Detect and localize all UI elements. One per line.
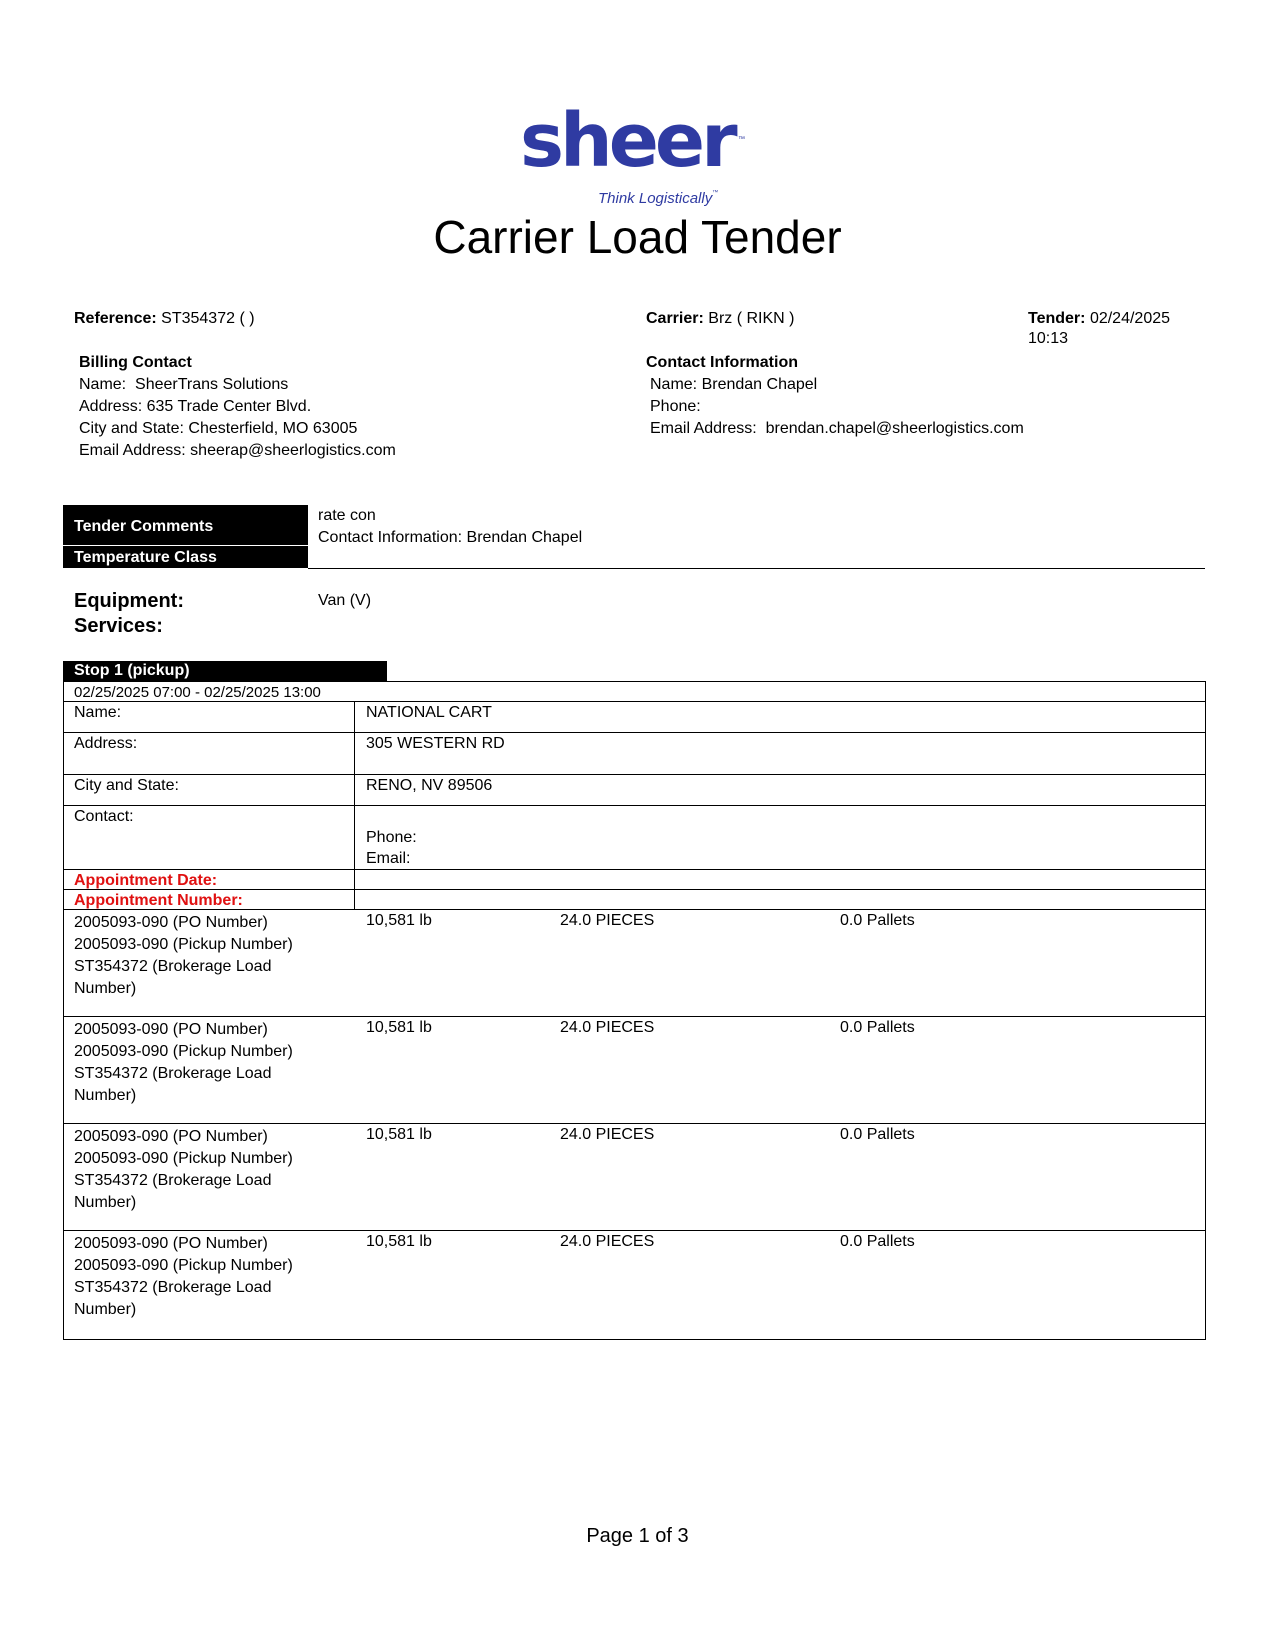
stop-city-value: RENO, NV 89506 <box>366 777 493 794</box>
item-weight: 10,581 lb <box>366 1019 432 1036</box>
appointment-number-label: Appointment Number: <box>74 892 243 909</box>
contact-information <box>646 352 1024 440</box>
stop-address-value: 305 WESTERN RD <box>366 735 505 752</box>
billing-contact <box>79 352 396 462</box>
item-references: 2005093-090 (PO Number) 2005093-090 (Pickup Number) ST354372 (Brokerage Load Number) <box>74 1021 293 1104</box>
item-references: 2005093-090 (PO Number) 2005093-090 (Pickup Number) ST354372 (Brokerage Load Number) <box>74 914 293 997</box>
reference-line: Reference: ST354372 ( ) <box>74 310 255 327</box>
item-pieces: 24.0 PIECES <box>560 1019 655 1036</box>
item-pallets: 0.0 Pallets <box>840 1019 915 1036</box>
logo-wordmark: sheer <box>520 98 734 184</box>
tender-time: 10:13 <box>1028 330 1069 347</box>
stop-city-label: City and State: <box>74 777 179 794</box>
billing-email: Email Address: sheerap@sheerlogistics.com <box>79 442 396 459</box>
equipment-value: Van (V) <box>318 592 372 609</box>
stop-phone-label: Phone: <box>366 829 417 846</box>
item-pallets: 0.0 Pallets <box>840 1233 915 1250</box>
tender-comment-line2: Contact Information: Brendan Chapel <box>318 529 583 546</box>
item-weight: 10,581 lb <box>366 912 432 929</box>
contact-phone: Phone: <box>650 398 701 415</box>
appointment-date-label: Appointment Date: <box>74 872 218 889</box>
equipment-label: Equipment: <box>74 590 184 612</box>
stop-header: Stop 1 (pickup) <box>63 661 387 681</box>
contact-email: Email Address: brendan.chapel@sheerlogistics.com <box>650 420 1024 437</box>
item-pallets: 0.0 Pallets <box>840 912 915 929</box>
item-pieces: 24.0 PIECES <box>560 1126 655 1143</box>
comments-label-block <box>63 505 308 568</box>
temperature-class-label: Temperature Class <box>74 549 217 566</box>
page-title: Carrier Load Tender <box>433 211 842 263</box>
logo-tagline: Think Logistically™ <box>598 190 719 207</box>
tender-comments-label: Tender Comments <box>74 518 214 535</box>
logo-trademark: ™ <box>738 136 745 143</box>
stop-name-label: Name: <box>74 704 122 721</box>
sheer-logo <box>520 98 760 210</box>
contact-heading: Contact Information <box>646 354 798 371</box>
stop-email-label: Email: <box>366 850 411 867</box>
stop-name-value: NATIONAL CART <box>366 704 492 721</box>
comments-divider <box>308 568 1205 569</box>
item-pieces: 24.0 PIECES <box>560 912 655 929</box>
billing-heading: Billing Contact <box>79 354 192 371</box>
billing-city-state: City and State: Chesterfield, MO 63005 <box>79 420 358 437</box>
carrier-line: Carrier: Brz ( RIKN ) <box>646 310 795 327</box>
stop-contact-label: Contact: <box>74 808 134 825</box>
tender-line: Tender: 02/24/2025 <box>1028 310 1171 327</box>
contact-name: Name: Brendan Chapel <box>650 376 818 393</box>
page-number: Page 1 of 3 <box>586 1525 689 1547</box>
billing-name: Name: SheerTrans Solutions <box>79 376 289 393</box>
item-weight: 10,581 lb <box>366 1126 432 1143</box>
item-pallets: 0.0 Pallets <box>840 1126 915 1143</box>
item-references: 2005093-090 (PO Number) 2005093-090 (Pickup Number) ST354372 (Brokerage Load Number) <box>74 1128 293 1211</box>
services-label: Services: <box>74 615 163 637</box>
stop-window: 02/25/2025 07:00 - 02/25/2025 13:00 <box>74 684 321 701</box>
item-weight: 10,581 lb <box>366 1233 432 1250</box>
billing-address: Address: 635 Trade Center Blvd. <box>79 398 312 415</box>
item-references: 2005093-090 (PO Number) 2005093-090 (Pickup Number) ST354372 (Brokerage Load Number) <box>74 1235 293 1318</box>
tender-comment-line1: rate con <box>318 507 376 524</box>
item-pieces: 24.0 PIECES <box>560 1233 655 1250</box>
stop-address-label: Address: <box>74 735 138 752</box>
